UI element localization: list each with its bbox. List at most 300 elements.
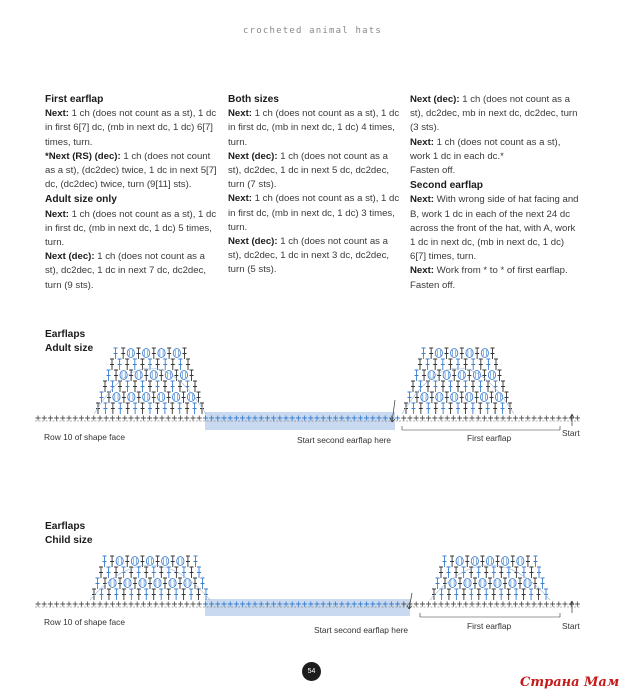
dc-stitch [534, 556, 538, 567]
bobble-stitch-lines [490, 372, 493, 378]
sc-stitch [141, 602, 146, 607]
bobble-stitch-lines [496, 580, 499, 586]
sc-stitch [556, 416, 561, 421]
dc-stitch [526, 556, 530, 567]
dc-stitch [144, 567, 148, 578]
dc-stitch [447, 567, 451, 578]
dc-stitch [96, 578, 100, 589]
bobble-stitch-lines [141, 580, 144, 586]
bobble-stitch [524, 579, 531, 588]
sc-stitch [439, 602, 444, 607]
sc-stitch [525, 602, 530, 607]
sc-stitch [116, 416, 121, 421]
bobble-stitch-lines [126, 580, 129, 586]
sc-stitch [463, 602, 468, 607]
instruction-label: Next: [228, 108, 252, 120]
instruction-label: Next: [410, 136, 434, 148]
instruction-text: 1 ch (does not count as a st), dc2dec, 1 dc in next 7 dc, dc2dec, turn (9 sts). [45, 251, 207, 291]
sc-stitch [550, 602, 555, 607]
dc-stitch [110, 359, 114, 370]
sc-stitch [575, 602, 580, 607]
bobble-stitch [451, 393, 458, 402]
sc-stitch [85, 416, 90, 421]
sc-stitch [85, 602, 90, 607]
dc-stitch [167, 348, 171, 359]
sc-stitch [98, 416, 103, 421]
dc-stitch [514, 589, 518, 600]
dc-stitch [99, 589, 103, 600]
dc-stitch [171, 556, 175, 567]
bobble-stitch [451, 349, 458, 358]
sc-stitch [501, 602, 506, 607]
bobble-stitch-lines [186, 580, 189, 586]
dc-stitch [494, 359, 498, 370]
sc-stitch [73, 602, 78, 607]
bobble-stitch [173, 393, 180, 402]
dc-stitch [118, 359, 122, 370]
dc-stitch [178, 578, 182, 589]
sc-stitch [563, 416, 568, 421]
sc-stitch [172, 602, 177, 607]
dc-stitch [133, 381, 137, 392]
sc-stitch [197, 602, 202, 607]
sc-stitch [482, 416, 487, 421]
dc-stitch [197, 392, 201, 403]
sc-stitch [501, 416, 506, 421]
sc-stitch [153, 416, 158, 421]
dc-stitch [471, 403, 475, 414]
bobble-stitch-lines [453, 394, 456, 400]
bobble-stitch-lines [481, 580, 484, 586]
bobble-stitch [131, 557, 138, 566]
dc-stitch [529, 589, 533, 600]
bobble-stitch [128, 393, 135, 402]
dc-stitch [152, 589, 156, 600]
dc-stitch [422, 370, 426, 381]
diagram-adult-title-line2: Adult size [45, 343, 94, 354]
dc-stitch [501, 381, 505, 392]
dc-stitch [96, 403, 100, 414]
bobble-stitch-lines [182, 372, 185, 378]
dc-stitch [441, 403, 445, 414]
sc-stitch [191, 416, 196, 421]
instruction-paragraph [410, 193, 582, 264]
sc-stitch [488, 416, 493, 421]
sc-stitch [36, 602, 41, 607]
sc-stitch [432, 416, 437, 421]
sc-stitch [556, 602, 561, 607]
dc-stitch [479, 381, 483, 392]
dc-stitch [183, 348, 187, 359]
dc-stitch [137, 589, 141, 600]
bobble-stitch-lines [511, 580, 514, 586]
sc-stitch [445, 416, 450, 421]
sc-stitch [129, 416, 134, 421]
dc-stitch [163, 359, 167, 370]
child-crochet-chart [0, 545, 625, 640]
instruction-label: Next: [228, 193, 252, 205]
sc-stitch [60, 602, 65, 607]
start-label: Start [562, 621, 580, 631]
sc-stitch [184, 602, 189, 607]
sc-stitch [445, 602, 450, 607]
bobble-stitch-lines [519, 558, 522, 564]
dc-stitch [432, 589, 436, 600]
band-highlight [205, 412, 395, 430]
dc-stitch [508, 403, 512, 414]
instruction-text: 1 ch (does not count as a st), work 1 dc in each dc.* [410, 136, 561, 162]
instruction-text: Work from * to * of first earflap. [434, 265, 568, 277]
dc-stitch [156, 381, 160, 392]
instruction-label: Next (dec): [228, 150, 278, 162]
text-column-3 [410, 93, 582, 293]
dc-stitch [537, 567, 541, 578]
sc-stitch [122, 602, 127, 607]
bobble-stitch [162, 557, 169, 566]
sc-stitch [54, 416, 59, 421]
sc-stitch [544, 416, 549, 421]
instruction-label: Next (dec): [45, 251, 95, 263]
bobble-stitch [509, 579, 516, 588]
dc-stitch [511, 556, 515, 567]
diagram-child-title-line1: Earflaps [45, 521, 86, 532]
dc-stitch [171, 359, 175, 370]
bobble-stitch [466, 349, 473, 358]
sc-stitch [91, 602, 96, 607]
dc-stitch [186, 359, 190, 370]
dc-stitch [194, 556, 198, 567]
sc-stitch [420, 416, 425, 421]
dc-stitch [167, 589, 171, 600]
dc-stitch [498, 370, 502, 381]
sc-stitch [178, 416, 183, 421]
diagram-child-title [45, 520, 93, 548]
dc-stitch [185, 403, 189, 414]
sc-stitch [91, 416, 96, 421]
dc-stitch [503, 578, 507, 589]
dc-stitch [464, 381, 468, 392]
dc-stitch [449, 381, 453, 392]
bobble-stitch [139, 579, 146, 588]
bobble-stitch-lines [145, 394, 148, 400]
instruction-paragraph [228, 150, 400, 193]
running-header: crocheted animal hats [243, 26, 382, 36]
dc-stitch [118, 403, 122, 414]
sc-stitch [116, 602, 121, 607]
bobble-stitch-lines [497, 394, 500, 400]
dc-stitch [473, 578, 477, 589]
bobble-stitch [184, 579, 191, 588]
sc-stitch [519, 416, 524, 421]
sc-stitch [104, 416, 109, 421]
sc-stitch [470, 602, 475, 607]
section-heading: Adult size only [45, 194, 117, 206]
bobble-stitch-lines [156, 580, 159, 586]
bobble-stitch-lines [175, 394, 178, 400]
dc-stitch [111, 403, 115, 414]
instruction-text: 1 ch (does not count as a st), 1 dc in first dc, (mb in next dc, 1 dc) 5 times, turn. [45, 208, 217, 249]
dc-stitch [137, 348, 141, 359]
dc-stitch [411, 403, 415, 414]
sc-stitch [513, 416, 518, 421]
dc-stitch [450, 556, 454, 567]
dc-stitch [505, 392, 509, 403]
dc-stitch [122, 589, 126, 600]
dc-stitch [529, 567, 533, 578]
dc-stitch [92, 589, 96, 600]
dc-stitch [125, 359, 129, 370]
bobble-stitch [154, 579, 161, 588]
dc-stitch [148, 403, 152, 414]
dc-stitch [167, 392, 171, 403]
sc-stitch [544, 602, 549, 607]
dc-stitch [422, 348, 426, 359]
dc-stitch [426, 359, 430, 370]
bobble-stitch [471, 557, 478, 566]
dc-stitch [107, 567, 111, 578]
dc-stitch [411, 381, 415, 392]
dc-stitch [458, 578, 462, 589]
sc-stitch [141, 416, 146, 421]
sc-stitch [147, 416, 152, 421]
bobble-stitch [517, 557, 524, 566]
dc-stitch [193, 381, 197, 392]
bobble-stitch [436, 393, 443, 402]
dc-stitch [426, 403, 430, 414]
dc-stitch [152, 392, 156, 403]
instruction-paragraph [228, 235, 400, 278]
instruction-text: 1 ch (does not count as a st), 1 dc in first dc, (mb in next dc, 1 dc) 4 times, turn. [228, 108, 400, 148]
dc-stitch [486, 403, 490, 414]
dc-stitch [456, 381, 460, 392]
section-heading: Second earflap [410, 180, 484, 192]
bobble-stitch-lines [451, 580, 454, 586]
dc-stitch [430, 392, 434, 403]
dc-stitch [107, 392, 111, 403]
text-column-2 [228, 93, 400, 278]
instruction-text: 1 ch (does not count as a st), dc2dec, mb in next dc, dc2dec, turn (3 sts). [410, 94, 578, 134]
dc-stitch [537, 589, 541, 600]
dc-stitch [434, 403, 438, 414]
sc-stitch [166, 602, 171, 607]
sc-stitch [426, 602, 431, 607]
sc-stitch [519, 602, 524, 607]
start-second-earflap-label: Start second earflap here [297, 435, 392, 445]
instruction-paragraph [45, 208, 217, 251]
dc-stitch [201, 578, 205, 589]
dc-stitch [133, 578, 137, 589]
diagram-child-title-line2: Child size [45, 535, 93, 546]
dc-stitch [501, 403, 505, 414]
dc-stitch [439, 589, 443, 600]
dc-stitch [114, 348, 118, 359]
sc-stitch [457, 416, 462, 421]
instruction-text: 1 ch (does not count as a st), 1 dc in first 6[7] dc, (mb in next dc, 1 dc) 6[7] times, turn. [45, 108, 217, 148]
dc-stitch [454, 589, 458, 600]
bobble-stitch-lines [111, 580, 114, 586]
sc-stitch [110, 602, 115, 607]
sc-stitch [42, 416, 47, 421]
dc-stitch [467, 370, 471, 381]
sc-stitch [79, 416, 84, 421]
bobble-stitch-lines [148, 558, 151, 564]
bobble-stitch [443, 371, 450, 380]
dc-stitch [182, 392, 186, 403]
bobble-stitch-lines [488, 558, 491, 564]
sc-stitch [178, 602, 183, 607]
sc-stitch [488, 602, 493, 607]
dc-stitch [443, 556, 447, 567]
page-number: 54 [302, 662, 321, 681]
first-earflap-label: First earflap [467, 621, 512, 631]
bobble-stitch [495, 393, 502, 402]
sc-stitch [575, 416, 580, 421]
dc-stitch [171, 381, 175, 392]
dc-stitch [137, 567, 141, 578]
sc-stitch [457, 602, 462, 607]
dc-stitch [189, 589, 193, 600]
sc-stitch [184, 416, 189, 421]
dc-stitch [103, 403, 107, 414]
first-earflap-label: First earflap [467, 433, 512, 443]
dc-stitch [436, 578, 440, 589]
bobble-stitch-lines [130, 394, 133, 400]
dc-stitch [408, 392, 412, 403]
dc-stitch [445, 348, 449, 359]
sc-stitch [507, 602, 512, 607]
instruction-label: Next: [45, 208, 69, 220]
bobble-stitch-lines [466, 580, 469, 586]
dc-stitch [103, 381, 107, 392]
dc-stitch [125, 556, 129, 567]
sc-stitch [166, 416, 171, 421]
instruction-text: Fasten off. [410, 165, 456, 177]
dc-stitch [182, 589, 186, 600]
dc-stitch [126, 381, 130, 392]
bobble-stitch [173, 349, 180, 358]
sc-stitch [532, 416, 537, 421]
dc-stitch [100, 392, 104, 403]
sc-stitch [48, 602, 53, 607]
instruction-paragraph [45, 107, 217, 150]
dc-stitch [477, 589, 481, 600]
dc-stitch [114, 589, 118, 600]
dc-stitch [484, 567, 488, 578]
dc-stitch [99, 567, 103, 578]
dc-stitch [522, 589, 526, 600]
bobble-stitch-lines [438, 394, 441, 400]
bobble-stitch [464, 579, 471, 588]
bobble-stitch [113, 393, 120, 402]
instruction-text: 1 ch (does not count as a st), 1 dc in first dc, (mb in next dc, 1 dc) 3 times, turn. [228, 193, 400, 233]
instruction-paragraph [410, 279, 582, 293]
diagram-adult-title-line1: Earflaps [45, 329, 86, 340]
first-earflap-bracket [420, 613, 560, 617]
bobble-stitch-lines [152, 372, 155, 378]
bobble-stitch [187, 393, 194, 402]
sc-stitch [439, 416, 444, 421]
sc-stitch [426, 416, 431, 421]
instruction-label: Next: [45, 108, 69, 120]
bobble-stitch [421, 393, 428, 402]
dc-stitch [490, 392, 494, 403]
dc-stitch [491, 348, 495, 359]
sc-stitch [135, 416, 140, 421]
dc-stitch [170, 403, 174, 414]
sc-stitch [67, 416, 72, 421]
dc-stitch [418, 359, 422, 370]
dc-stitch [456, 359, 460, 370]
sc-stitch [476, 416, 481, 421]
dc-stitch [471, 359, 475, 370]
dc-stitch [434, 381, 438, 392]
sc-stitch [197, 416, 202, 421]
dc-stitch [507, 589, 511, 600]
bobble-stitch-lines [129, 350, 132, 356]
sc-stitch [104, 602, 109, 607]
sc-stitch [414, 602, 419, 607]
dc-stitch [475, 392, 479, 403]
bobble-stitch [169, 579, 176, 588]
sc-stitch [538, 602, 543, 607]
sc-stitch [153, 602, 158, 607]
dc-stitch [471, 381, 475, 392]
bobble-stitch [481, 393, 488, 402]
dc-stitch [447, 589, 451, 600]
sc-stitch [98, 602, 103, 607]
sc-stitch [60, 416, 65, 421]
sc-stitch [420, 602, 425, 607]
dc-stitch [159, 370, 163, 381]
dc-stitch [469, 589, 473, 600]
dc-stitch [163, 381, 167, 392]
dc-stitch [484, 589, 488, 600]
dc-stitch [204, 589, 208, 600]
text-column-1 [45, 93, 217, 293]
bobble-stitch-lines [468, 394, 471, 400]
dc-stitch [452, 370, 456, 381]
bobble-stitch [177, 557, 184, 566]
sc-stitch [482, 602, 487, 607]
bobble-stitch [479, 579, 486, 588]
instruction-paragraph [228, 107, 400, 150]
dc-stitch [152, 348, 156, 359]
dc-stitch [415, 370, 419, 381]
sc-stitch [122, 416, 127, 421]
dc-stitch [144, 370, 148, 381]
section-heading: First earflap [45, 94, 104, 105]
sc-stitch [414, 416, 419, 421]
dc-stitch [129, 370, 133, 381]
dc-stitch [415, 392, 419, 403]
bobble-stitch [494, 579, 501, 588]
dc-stitch [126, 403, 130, 414]
instruction-paragraph [410, 264, 582, 278]
bobble-stitch [143, 349, 150, 358]
instruction-label: Next: [410, 194, 434, 206]
instruction-text: Fasten off. [410, 279, 456, 291]
instruction-paragraph [410, 164, 582, 178]
bobble-stitch [135, 371, 142, 380]
instruction-paragraph [45, 250, 217, 293]
bobble-stitch-lines [189, 394, 192, 400]
sc-stitch [42, 602, 47, 607]
instruction-text: 1 ch (does not count as a st), dc2dec, 1 dc in next 3 dc, dc2dec, turn (5 sts). [228, 236, 390, 276]
dc-stitch [492, 589, 496, 600]
sc-stitch [54, 602, 59, 607]
sc-stitch [36, 416, 41, 421]
sc-stitch [525, 416, 530, 421]
